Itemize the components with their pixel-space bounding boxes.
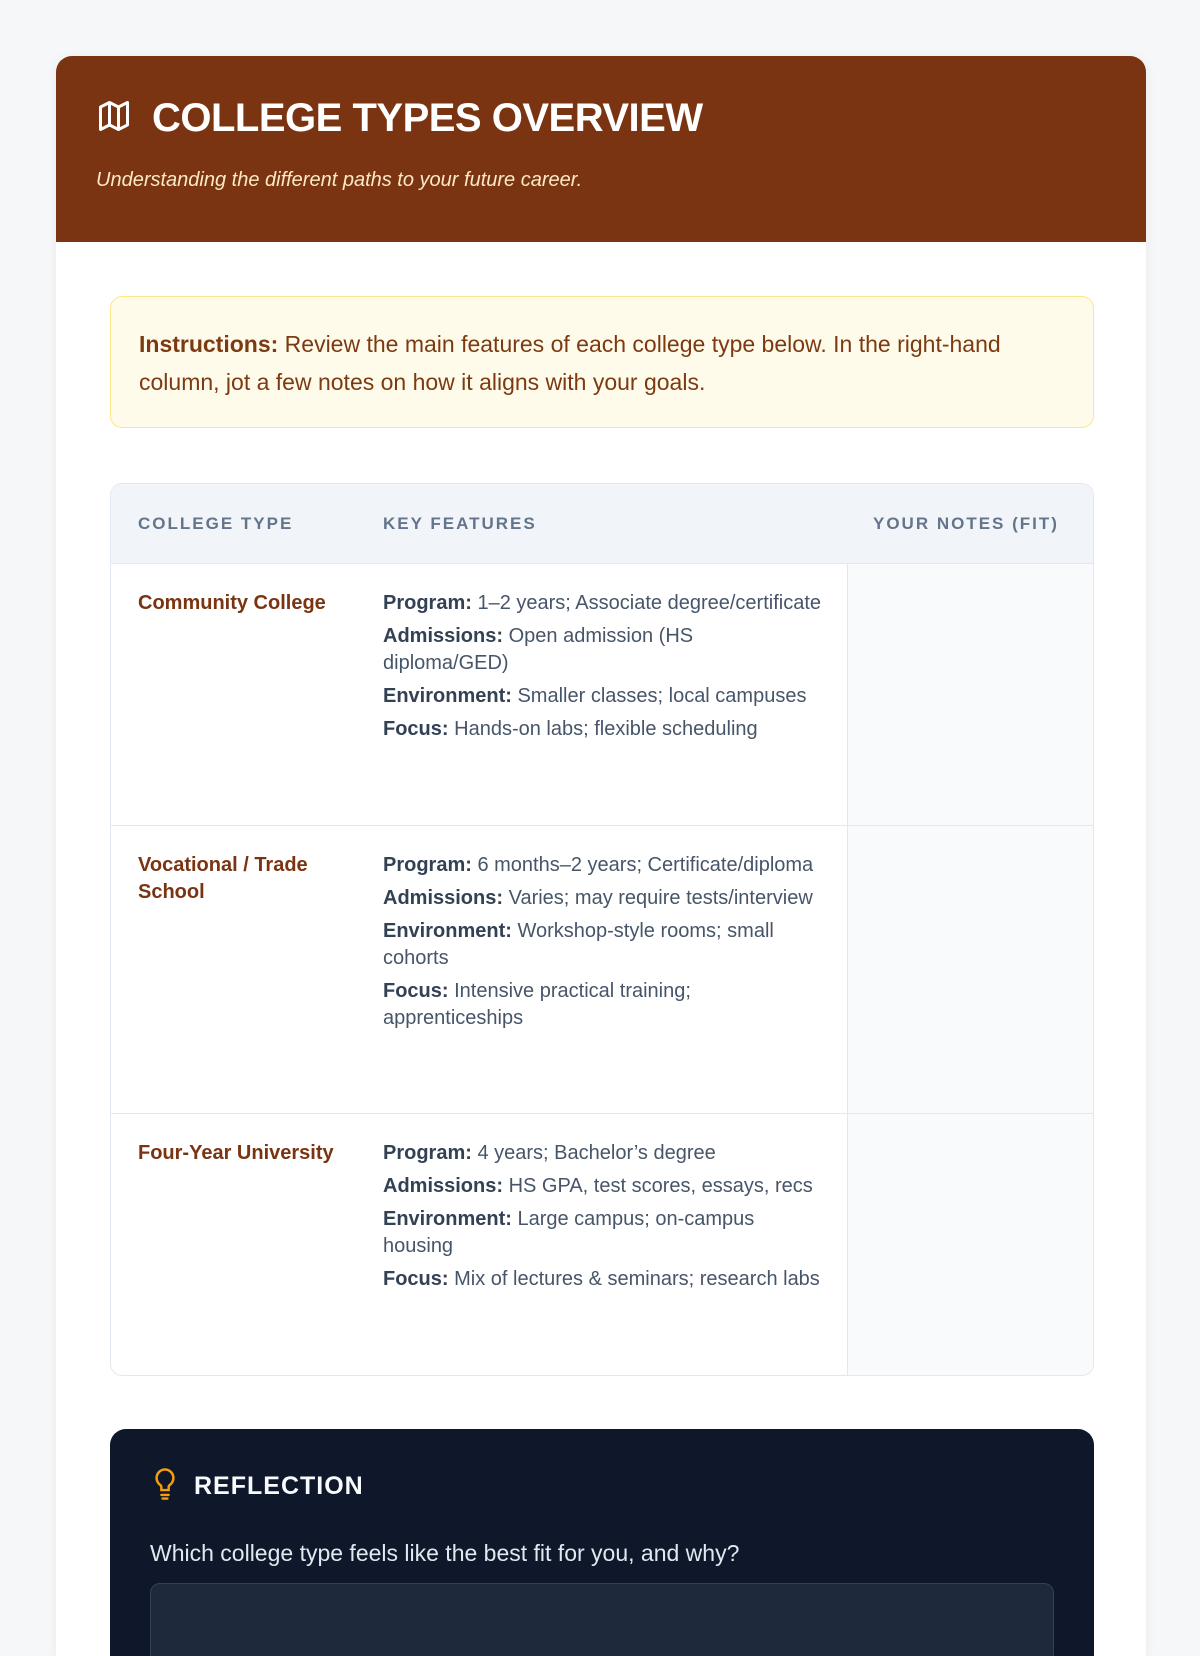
column-header-key-features: KEY FEATURES [383,514,537,533]
college-type-label: Community College [138,592,326,614]
key-features [383,1140,823,1299]
reflection-title: REFLECTION [194,1472,364,1500]
feature-item [383,1206,823,1260]
feature-label: Environment: [383,685,512,707]
instructions-label: Instructions: [139,331,279,357]
feature-item [383,1140,823,1167]
feature-value: Open admission (HS diploma/GED) [383,625,694,674]
notes-cell[interactable] [847,826,1093,1113]
feature-value: Intensive practical training; apprenticeships [383,980,691,1029]
table-row [111,826,1093,1114]
feature-value: 1–2 years; Associate degree/certificate [477,592,821,614]
feature-label: Environment: [383,920,512,942]
feature-item [383,1173,823,1200]
college-type-label: Four-Year University [138,1142,334,1164]
feature-label: Focus: [383,718,449,740]
column-header-college-type: COLLEGE TYPE [138,514,294,533]
page-title: COLLEGE TYPES OVERVIEW [152,96,703,140]
feature-item [383,683,823,710]
feature-value: Hands-on labs; flexible scheduling [454,718,758,740]
feature-value: Workshop-style rooms; small cohorts [383,920,774,969]
feature-label: Admissions: [383,625,504,647]
feature-item [383,716,823,743]
feature-item [383,852,823,879]
worksheet-card [56,56,1146,1656]
map-icon [96,98,152,139]
feature-item [383,590,823,617]
key-features [383,590,823,749]
feature-item [383,918,823,972]
instructions-text: Review the main features of each college type below. In the right-hand column, jot a few notes on how it aligns with your goals. [139,331,1001,395]
reflection-panel [110,1429,1094,1656]
page-header [56,56,1146,242]
feature-value: 4 years; Bachelor’s degree [477,1142,716,1164]
column-header-your-notes: YOUR NOTES (FIT) [873,514,1059,533]
feature-label: Admissions: [383,887,504,909]
instructions-box [110,296,1094,428]
key-features [383,852,823,1038]
table-row [111,564,1093,826]
feature-item [383,623,823,677]
college-types-table [110,483,1094,1376]
lightbulb-icon [150,1467,194,1506]
feature-item [383,1266,823,1293]
feature-item [383,885,823,912]
reflection-question: Which college type feels like the best fit for you, and why? [150,1540,740,1566]
reflection-answer-field[interactable] [150,1583,1054,1656]
feature-value: Large campus; on-campus housing [383,1208,755,1257]
table-header [111,484,1093,564]
feature-label: Admissions: [383,1175,504,1197]
notes-cell[interactable] [847,564,1093,825]
table-row [111,1114,1093,1375]
notes-cell[interactable] [847,1114,1093,1375]
feature-label: Focus: [383,980,449,1002]
feature-value: Mix of lectures & seminars; research labs [454,1268,820,1290]
feature-label: Program: [383,854,472,876]
feature-label: Focus: [383,1268,449,1290]
feature-label: Program: [383,1142,472,1164]
feature-label: Environment: [383,1208,512,1230]
feature-value: HS GPA, test scores, essays, recs [508,1175,813,1197]
page-subtitle: Understanding the different paths to your future career. [96,169,583,191]
feature-value: Smaller classes; local campuses [517,685,807,707]
feature-value: 6 months–2 years; Certificate/diploma [477,854,814,876]
feature-label: Program: [383,592,472,614]
feature-value: Varies; may require tests/interview [508,887,813,909]
college-type-label: Vocational / Trade School [138,854,308,903]
feature-item [383,978,823,1032]
